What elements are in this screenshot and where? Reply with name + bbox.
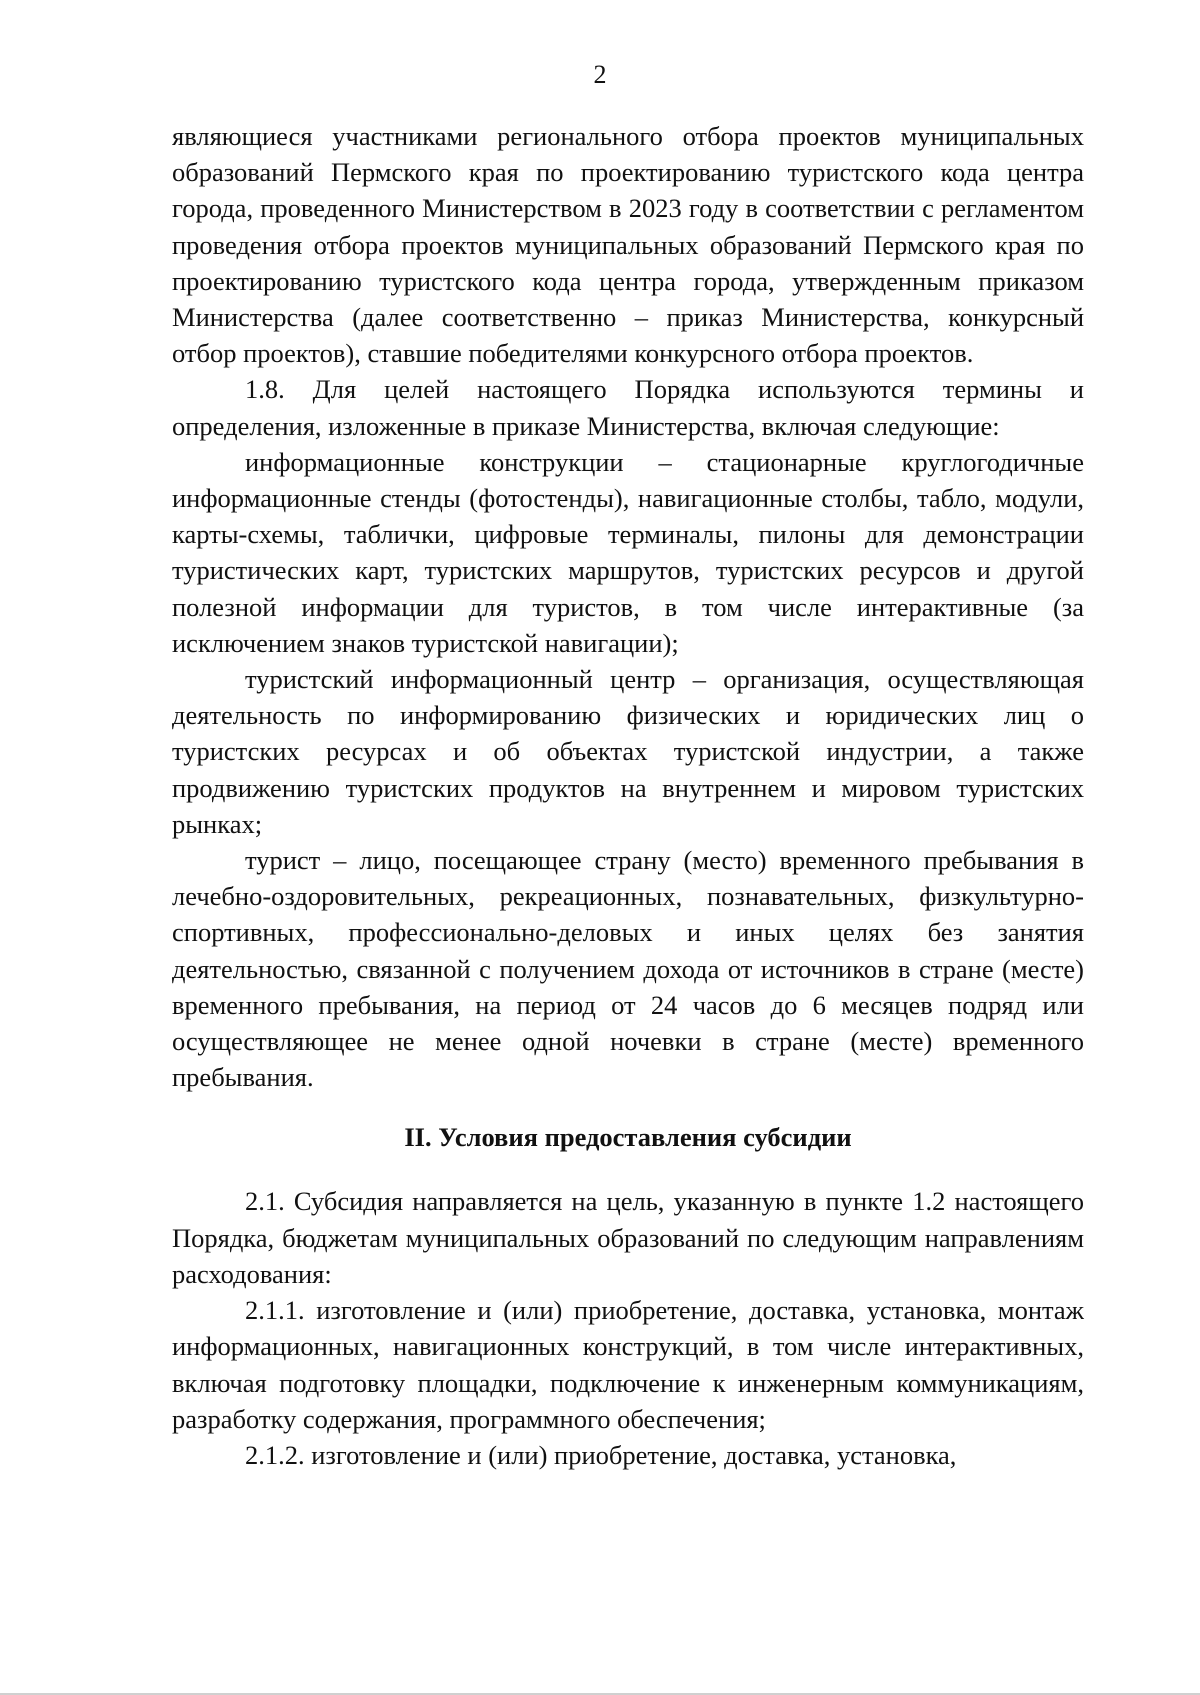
paragraph-definition-tourist-info-center: туристский информационный центр – организация, осуществляющая деятельность по информированию физических и юридических лиц о туристских ресурсах и об объектах туристской индустрии, а также продвижению туристских продуктов на внутреннем и мировом туристских рынках; xyxy=(172,664,1084,839)
paragraph-2-1-1: 2.1.1. изготовление и (или) приобретение, доставка, установка, монтаж информационных, навигационных конструкций, в том числе интерактивных, включая подготовку площадки, подключение к инженерным коммуникациям, разработку содержания, программного обеспечения; xyxy=(172,1295,1084,1434)
paragraph-2-1: 2.1. Субсидия направляется на цель, указанную в пункте 1.2 настоящего Порядка, бюджетам муниципальных образований по следующим направлениям расходования: xyxy=(172,1186,1084,1289)
paragraph-definition-tourist: турист – лицо, посещающее страну (место) временного пребывания в лечебно-оздоровительных, рекреационных, познавательных, физкультурно-спортивных, профессионально-деловых и иных целях без занятия деятельностью, связанной с получением дохода от источников в стране (месте) временного пребывания, на период от 24 часов до 6 месяцев подряд или осуществляющее не менее одной ночевки в стране (месте) временного пребывания. xyxy=(172,845,1084,1093)
page-number: 2 xyxy=(593,60,607,89)
section-heading: II. Условия предоставления субсидии xyxy=(404,1122,852,1153)
document-body xyxy=(172,118,1084,1473)
paragraph-continuation: являющиеся участниками регионального отбора проектов муниципальных образований Пермского края по проектированию туристского кода центра города, проведенного Министерством в 2023 году в соответствии с регламентом проведения отбора проектов муниципальных образований Пермского края по проектированию туристского кода центра города, утвержденным приказом Министерства (далее соответственно – приказ Министерства, конкурсный отбор проектов), ставшие победителями конкурсного отбора проектов. xyxy=(172,121,1084,369)
paragraph-1-8: 1.8. Для целей настоящего Порядка используются термины и определения, изложенные в приказе Министерства, включая следующие: xyxy=(172,374,1084,441)
paragraph-2-1-2: 2.1.2. изготовление и (или) приобретение, доставка, установка, xyxy=(245,1439,957,1470)
paragraph-definition-info-constructions: информационные конструкции – стационарные круглогодичные информационные стенды (фотостенды), навигационные столбы, табло, модули, карты-схемы, таблички, цифровые терминалы, пилоны для демонстрации туристических карт, туристских маршрутов, туристских ресурсов и другой полезной информации для туристов, в том числе интерактивные (за исключением знаков туристской навигации); xyxy=(172,446,1084,658)
